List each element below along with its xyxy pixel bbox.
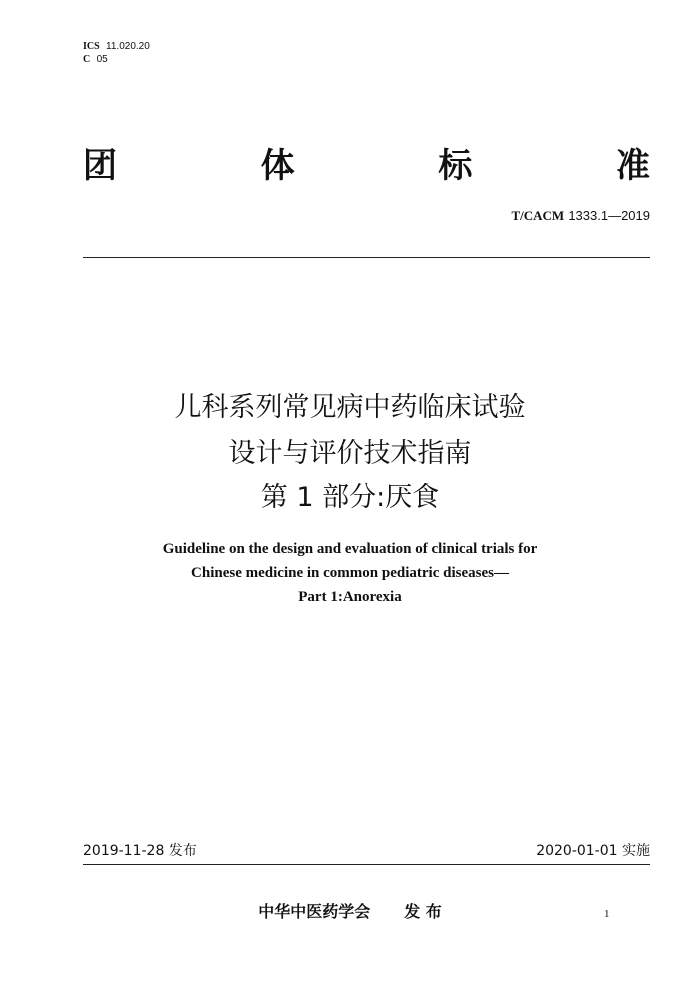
implementation-date: 2020-01-01 实施 [536,843,650,859]
publisher-name: 中华中医药学会 [258,902,371,921]
title-cn-line-2: 设计与评价技术指南 [228,438,472,469]
ics-value: 11.020.20 [106,41,150,52]
ccs-label: C [83,54,91,65]
bottom-divider [83,864,650,865]
classification-codes [83,40,150,66]
doc-type-char-4: 准 [615,145,650,186]
page-number: 1 [604,908,610,920]
publisher-line [0,899,700,922]
title-en-line-1: Guideline on the design and evaluation of clinical trials for [162,541,538,557]
standard-number [511,208,650,224]
ics-code [83,40,150,53]
title-cn-line-1: 儿科系列常见病中药临床试验 [174,392,526,423]
issue-date: 2019-11-28 发布 [83,843,197,859]
doc-type-char-1: 团 [83,145,117,186]
standard-prefix: T/CACM [511,208,565,223]
top-divider [83,257,650,258]
doc-type-char-3: 标 [438,145,473,186]
title-en-line-2: Chinese medicine in common pediatric diseases— [191,565,509,581]
ccs-value: 05 [96,54,108,65]
ccs-code [83,53,150,66]
standard-code: 1333.1—2019 [568,208,650,223]
ics-label: ICS [83,41,100,52]
title-cn-line-3: 第 1 部分:厌食 [260,482,440,513]
title-en-line-3: Part 1:Anorexia [298,589,402,605]
doc-type-char-2: 体 [260,145,295,186]
document-type-title [83,140,650,184]
publisher-action: 发 布 [404,902,442,921]
